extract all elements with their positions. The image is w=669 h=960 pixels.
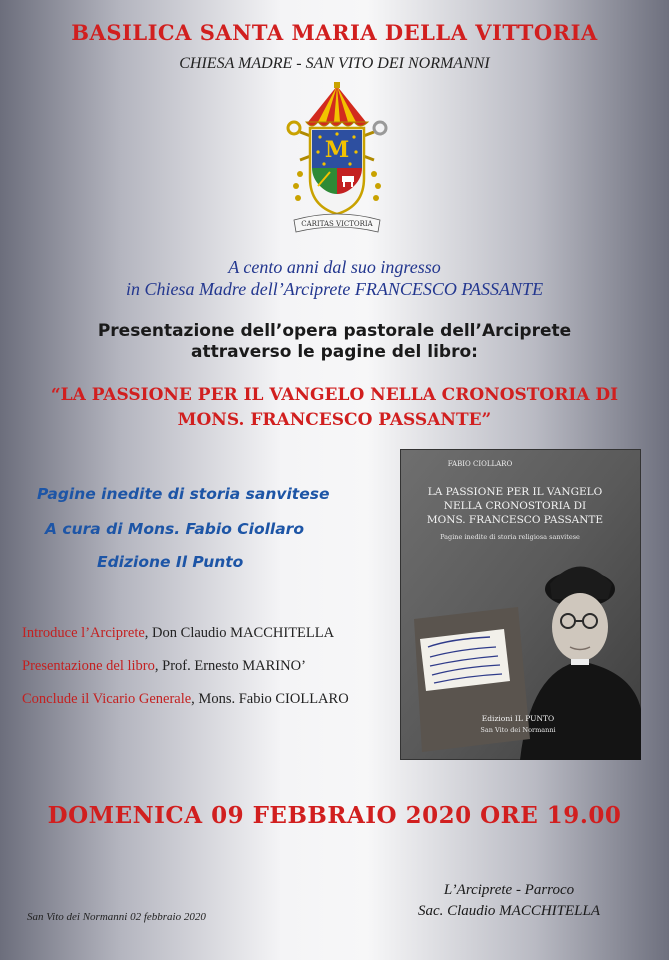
event-date: DOMENICA 09 FEBBRAIO 2020 ORE 19.00 <box>47 802 622 829</box>
canopy-icon <box>306 82 368 126</box>
presentation-line-2: attraverso le pagine del libro: <box>191 342 478 362</box>
shield-icon <box>310 128 364 214</box>
anniversary-line-1: A cento anni dal suo ingresso <box>228 257 441 277</box>
book-info-line-3: Edizione Il Punto <box>97 553 244 571</box>
crest-motto: CARITAS VICTORIA <box>301 220 373 228</box>
cover-publisher-line-1: Edizioni IL PUNTO <box>481 714 555 723</box>
svg-text:M: M <box>324 137 350 163</box>
program-role: Presentazione del libro <box>22 658 155 674</box>
program-item <box>22 658 306 675</box>
program-item <box>22 691 349 708</box>
program-role: Introduce l’Arciprete <box>22 625 145 641</box>
presentation-line-1: Presentazione dell’opera pastorale dell’Arciprete <box>97 321 572 341</box>
program-item <box>22 625 334 642</box>
program-person: , Mons. Fabio CIOLLARO <box>191 691 349 707</box>
cover-author: FABIO CIOLLARO <box>447 460 513 468</box>
signature-line-2: Sac. Claudio MACCHITELLA <box>417 903 601 919</box>
cover-publisher-line-2: San Vito dei Normanni <box>480 726 556 734</box>
basilica-crest-emblem <box>278 82 396 242</box>
cover-title-line-1: LA PASSIONE PER IL VANGELO <box>427 486 603 498</box>
book-title-line-2: MONS. FRANCESCO PASSANTE” <box>177 410 492 430</box>
cover-title-line-2: NELLA CRONOSTORIA DI <box>443 500 587 512</box>
book-title-line-1: “LA PASSIONE PER IL VANGELO NELLA CRONOSTORIA DI <box>50 385 619 405</box>
cover-subtitle: Pagine inedite di storia religiosa sanvitese <box>440 533 580 541</box>
anniversary-line-2: in Chiesa Madre dell’Arciprete FRANCESCO PASSANTE <box>125 279 544 299</box>
book-info-line-2: A cura di Mons. Fabio Ciollaro <box>45 520 304 538</box>
page-subtitle: CHIESA MADRE - SAN VITO DEI NORMANNI <box>179 55 490 72</box>
cover-title-line-3: MONS. FRANCESCO PASSANTE <box>426 514 604 526</box>
page-title: BASILICA SANTA MARIA DELLA VITTORIA <box>71 20 598 45</box>
book-cover-image <box>400 449 641 760</box>
signature-line-1: L’Arciprete - Parroco <box>443 882 575 898</box>
place-and-date: San Vito dei Normanni 02 febbraio 2020 <box>27 911 206 923</box>
program-person: , Prof. Ernesto MARINO’ <box>154 658 306 674</box>
book-info-line-1: Pagine inedite di storia sanvitese <box>37 485 330 503</box>
program-person: , Don Claudio MACCHITELLA <box>144 625 335 641</box>
program-role: Conclude il Vicario Generale <box>22 691 192 707</box>
